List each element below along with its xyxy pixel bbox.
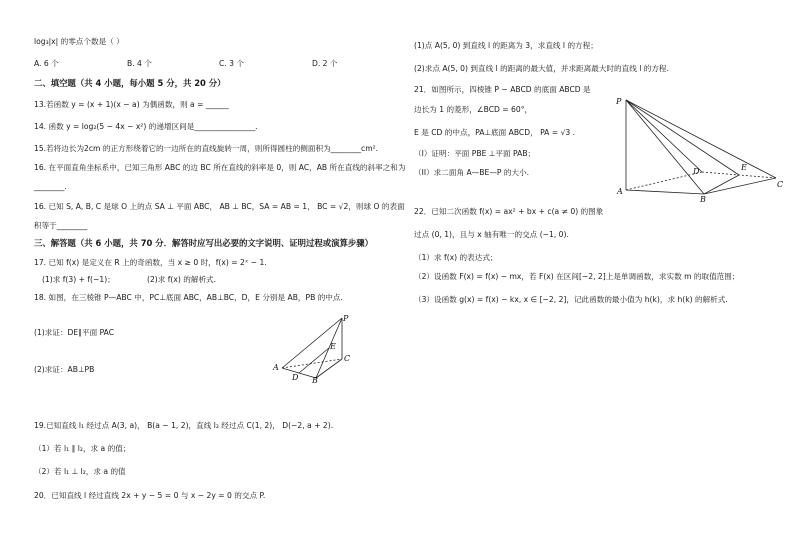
question-13: 13.若函数 y = (x + 1)(x − a) 为偶函数，则 a = ______ — [34, 100, 229, 109]
question-20: 20．已知直线 l 经过直线 2x + y − 5 = 0 与 x − 2y = 0 的交点 P. — [34, 491, 266, 500]
question-18-part2: (2)求证：AB⊥PB — [34, 365, 95, 374]
question-22-line2: 过点 (0, 1)，且与 x 轴有唯一的交点 (−1, 0). — [414, 230, 569, 239]
question-16b-line2: 积等于________ — [34, 221, 88, 230]
section-answer-title: 三、解答题（共 6 小题，共 70 分．解答时应写出必要的文字说明、证明过程或演算步骤） — [34, 238, 374, 248]
question-21-part1: （I）证明：平面 PBE ⊥平面 PAB； — [414, 149, 536, 158]
fig21-label-e: E — [741, 163, 747, 172]
question-18: 18. 如图，在三棱锥 P—ABC 中，PC⊥底面 ABC，AB⊥BC，D，E 分别是 AB，PB 的中点. — [34, 293, 343, 302]
pyramid-figure-q18 — [268, 312, 358, 384]
question-16b-line1: 16. 已知 S, A, B, C 是球 O 上的点 SA ⊥ 平面 ABC， AB ⊥ BC，SA = AB = 1， BC = √2，则球 O 的表面 — [34, 202, 405, 211]
option-a: A. 6 个 — [34, 59, 59, 68]
question-22-part3: （3）设函数 g(x) = f(x) − kx, x ∈ [−2, 2]，记此函数的最小值为 h(k)，求 h(k) 的解析式. — [414, 295, 728, 304]
question-17: 17. 已知 f(x) 是定义在 R 上的奇函数，当 x ≥ 0 时，f(x) = 2ˣ − 1. — [34, 258, 267, 267]
question-22-line1: 22．已知二次函数 f(x) = ax² + bx + c(a ≠ 0) 的图象 — [414, 207, 604, 216]
section-fill-blank-title: 二、填空题（共 4 小题，每小题 5 分，共 20 分） — [34, 78, 226, 88]
fig18-label-e: E — [330, 342, 336, 351]
question-17-part1: (1)求 f(3) + f(−1)； — [42, 275, 115, 284]
fig18-label-p: P — [343, 314, 349, 323]
question-14: 14. 函数 y = log₂(5 − 4x − x²) 的递增区间是________________. — [34, 122, 258, 131]
question-21-part2: （II）求二面角 A—BE—P 的大小. — [414, 168, 530, 177]
option-b: B. 4 个 — [127, 59, 152, 68]
question-16-line1: 16. 在平面直角坐标系中，已知三角形 ABC 的边 BC 所在直线的斜率是 0，则 AC，AB 所在直线的斜率之和为 — [34, 163, 406, 172]
question-19: 19.已知直线 l₁ 经过点 A(3, a)， B(a − 1, 2)，直线 l₂ 经过点 C(1, 2)， D(−2, a + 2). — [34, 421, 334, 430]
question-16-line2: ________. — [34, 182, 67, 191]
question-19-part2: （2）若 l₁ ⊥ l₂，求 a 的值 — [34, 467, 126, 476]
question-15: 15.若将边长为2cm 的正方形绕着它的一边所在的直线旋转一周，则所得圆柱的侧面积为________cm². — [34, 144, 379, 153]
question-21-line1: 21．如图所示，四棱锥 P − ABCD 的底面 ABCD 是 — [414, 85, 591, 94]
option-c: C. 3 个 — [219, 59, 244, 68]
fig21-label-c: C — [777, 180, 784, 189]
prev-question-tail: log₃|x| 的零点个数是（ ） — [34, 37, 124, 46]
question-21-line3: E 是 CD 的中点，PA⊥底面 ABCD， PA = √3 . — [414, 128, 576, 137]
question-19-part1: （1）若 l₁ ∥ l₂，求 a 的值； — [34, 444, 131, 453]
pyramid-figure-q21 — [614, 96, 786, 202]
question-17-part2: (2)求 f(x) 的解析式. — [147, 275, 217, 284]
question-21-line2: 边长为 1 的菱形，∠BCD = 60°， — [414, 105, 533, 114]
fig18-label-a: A — [273, 363, 279, 372]
fig18-label-b: B — [312, 376, 318, 384]
fig18-label-d: D — [292, 373, 299, 382]
fig21-label-b: B — [700, 195, 706, 202]
question-18-part1: (1)求证：DE∥平面 PAC — [34, 328, 115, 337]
option-d: D. 2 个 — [312, 59, 338, 68]
fig21-label-d: D — [693, 167, 700, 176]
fig18-label-c: C — [344, 354, 351, 363]
question-20-part2: (2)求点 A(5, 0) 到直线 l 的距离的最大值，并求距离最大时的直线 l 的方程. — [414, 64, 669, 73]
question-22-part1: （1）求 f(x) 的表达式； — [414, 253, 498, 262]
fig21-label-a: A — [617, 187, 623, 196]
fig21-label-p: P — [616, 97, 622, 106]
question-22-part2: （2）设函数 F(x) = f(x) − mx，若 F(x) 在区间[−2, 2]上是单调函数，求实数 m 的取值范围； — [414, 272, 740, 281]
question-20-part1: (1)点 A(5, 0) 到直线 l 的距离为 3，求直线 l 的方程； — [414, 41, 598, 50]
